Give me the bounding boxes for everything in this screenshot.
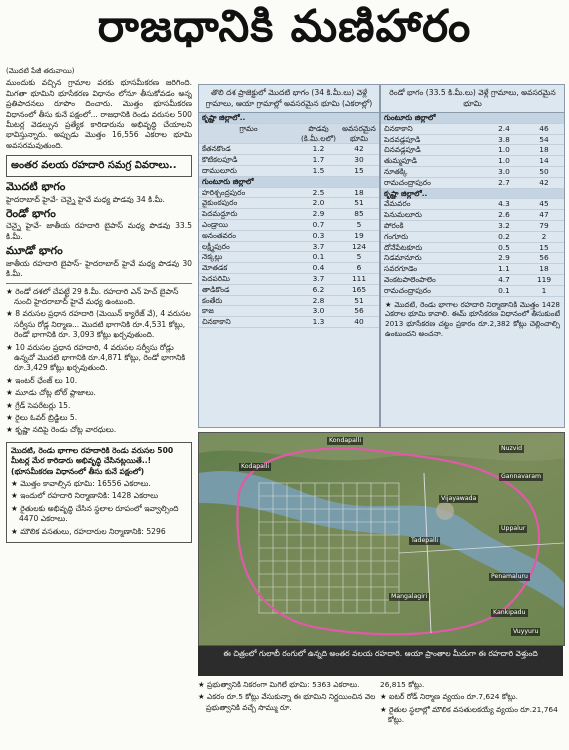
- land-cell: 5: [339, 219, 379, 230]
- table-row: [381, 134, 564, 145]
- length-cell: 1.2: [298, 144, 339, 155]
- length-cell: 2.9: [484, 253, 524, 264]
- land-cell: 18: [339, 187, 379, 198]
- length-cell: 3.7: [298, 273, 339, 284]
- table-group-row: [381, 188, 564, 199]
- village-cell: తుమ్మపూడి: [381, 156, 484, 167]
- table-row: [381, 264, 564, 275]
- land-cell: 165: [339, 284, 379, 295]
- land-cell: 18: [524, 264, 564, 275]
- column-header: గ్రామం: [199, 123, 298, 144]
- table-part2: [380, 84, 565, 428]
- length-cell: 3.0: [298, 306, 339, 317]
- village-cell: సవరగూడెం: [381, 264, 484, 275]
- village-cell: చినకాకాని: [199, 317, 298, 328]
- length-cell: 2.6: [484, 210, 524, 221]
- headline: రాజధానికి మణిహారం: [97, 1, 472, 52]
- table-row: [199, 284, 379, 295]
- map-label: Mangalagiri: [391, 593, 428, 600]
- village-cell: పెదవడ్లపూడి: [381, 134, 484, 145]
- map-label: Uppalur: [501, 525, 526, 532]
- summary-col2: [380, 680, 563, 728]
- land-cell: 1: [524, 285, 564, 296]
- village-cell: వైకుంఠపురం: [199, 198, 298, 209]
- table-row: [199, 198, 379, 209]
- map-label: Gannavaram: [501, 473, 542, 480]
- district-label: గుంటూరు జిల్లాలో: [381, 113, 564, 123]
- village-cell: దాములూరు: [199, 165, 298, 176]
- length-cell: 0.5: [484, 242, 524, 253]
- table-group-row: [199, 176, 379, 187]
- map-label: Vuyyuru: [513, 628, 539, 635]
- village-cell: పెదమద్దూరు: [199, 209, 298, 220]
- corridor-bullet: ★ ఇందులో రహదారి నిర్మాణానికి: 1428 ఎకరాలు: [11, 491, 159, 501]
- table-row: [199, 317, 379, 328]
- table-row: [199, 306, 379, 317]
- length-cell: 2.0: [298, 198, 339, 209]
- district-label: కృష్ణా జిల్లాలో..: [199, 113, 379, 123]
- village-cell: పెనుమలూరు: [381, 210, 484, 221]
- village-cell: చినవడ్లపూడి: [381, 145, 484, 156]
- village-cell: నూతక్కి: [381, 166, 484, 177]
- corridor-bullet: ★ రైతులకు అభివృద్ధి చేసిన స్థలాల రూపంలో ఇవ్వాల్సింది 4470 ఎకరాలు.: [11, 503, 179, 524]
- intro-paragraph: ముందుకు వచ్చిన గ్రామాల వరకు భూసమీకరణ జరిగింది. మిగతా భూమిని భూసేకరణ విధానం లోనూ తీసుకోవడం అన్న ప్రతిపాదనలు రూపొం దించారు. మొత్తం భూసమీకరణ విధానంలో తీసు కునే పక్షంలో... రాజధానికి రెండు వరుసల 500 మీటర్ల వెడల్పున ప్రత్యేక కారిడారును అభివృద్ధి చేయాలని భావిస్తున్నారు. అప్పుడు మొత్తం 16,556 ఎకరాల భూమి అవసరమవుతుంది.: [6, 78, 192, 150]
- table-part2-note: ★ మొదటి, రెండు భాగాల రహదారి నిర్మాణానికి మొత్తం 1428 ఎకరాల భూమి కావాలి. ఈమ్ భూసేకరణ విధానంలో తీసుకుంటే 2013 భూసేకరణ చట్టం ప్రకారం రూ.2,382 కోట్లు చెల్లించాల్సి ఉంటుందని అంచనా.: [385, 299, 560, 338]
- column-header: పొడవు (కి.మీ.లలో): [298, 123, 339, 144]
- length-cell: 1.3: [298, 317, 339, 328]
- table-row: [199, 252, 379, 263]
- table-part1: [198, 84, 380, 428]
- length-cell: 1.7: [298, 155, 339, 166]
- village-cell: కొటికలపూడి: [199, 155, 298, 166]
- table-row: [199, 230, 379, 241]
- land-cell: 14: [524, 156, 564, 167]
- table-row: [381, 145, 564, 156]
- part1-text: హైదరాబాద్ హైవే- చెన్నై హైవే మధ్య పొడవు 34 కి.మీ.: [6, 194, 165, 204]
- summary-item: ★ ఐటర్ రోడ్ నిర్మాణ వ్యయం రూ.7,624 కోట్లు.: [380, 692, 518, 702]
- box-title: అంతర వలయ రహదారి సమగ్ర వివరాలు..: [6, 155, 192, 177]
- table-row: [381, 166, 564, 177]
- part3-text: జాతీయ రహదారి బైపాస్- హైదరాబాద్ హైవే మధ్య పొడవు 30 కి.మీ.: [6, 258, 192, 279]
- table-part1-heading: తొలి దశ ప్రాజెక్టులో మొదటి భాగం (34 కి.మీ.లు) వెళ్లే గ్రామాలు, ఆయా గ్రామాల్లో అవసరమైన భూమి (ఎకరాల్లో): [199, 85, 379, 113]
- divider: [6, 283, 192, 284]
- table-row: [381, 123, 564, 134]
- map-label: Kankipadu: [493, 609, 526, 616]
- bullet-item: ★ 10 వరుసల ప్రధాన రహదారి, 4 వరుసల సర్వీసు రోడ్లు ఉన్నచో మొదటి భాగానికి రూ.4,871 కోట్లు, రెండో భాగానికి రూ.3,429 కోట్లు ఖర్చవుతుంది.: [6, 342, 186, 373]
- table-row: [199, 241, 379, 252]
- bullet-item: ★ గ్రేడ్ సెపరేటర్లు 15.: [6, 400, 71, 410]
- summary-item: ★ ప్రభుత్వానికి నికరంగా మిగిలే భూమి: 5363 ఎకరాలు.: [198, 680, 360, 689]
- land-cell: 2: [524, 231, 564, 242]
- length-cell: 1.1: [484, 264, 524, 275]
- length-cell: 2.8: [298, 295, 339, 306]
- map-caption: ఈ చిత్రంలో గులాబీ రంగులో ఉన్నది అంతర వలయ రహదారి. ఆయా ప్రాంతాల మీదుగా ఈ రహదారి వెళ్తుంది: [198, 646, 563, 676]
- village-cell: దోనేపేటకూరు: [381, 242, 484, 253]
- corridor-bullet: ★ మౌలిక వసతులు, రహదారుల నిర్మాణానికి: 5296: [11, 526, 166, 536]
- length-cell: 0.2: [484, 231, 524, 242]
- table-row: [381, 177, 564, 188]
- bullet-item: ★ రెండో దశలో చేపట్టే 29 కి.మీ. రహదారి ఎన్ హెచ్ బైపాస్ నుంచి హైదరాబాద్ హైవే మధ్య ఉంటుంది.: [6, 286, 179, 306]
- land-cell: 51: [339, 198, 379, 209]
- length-cell: 3.2: [484, 220, 524, 231]
- table-row: [199, 209, 379, 220]
- length-cell: 0.7: [298, 219, 339, 230]
- part2-text: చెన్నై హైవే- జాతీయ రహదారి బైపాస్ మధ్య పొడవు 33.5 కి.మీ.: [6, 221, 192, 241]
- land-cell: 42: [524, 177, 564, 188]
- length-cell: 3.8: [484, 134, 524, 145]
- village-cell: కంతేరు: [199, 295, 298, 306]
- land-cell: 15: [339, 165, 379, 176]
- table-row: [199, 187, 379, 198]
- length-cell: 3.7: [298, 241, 339, 252]
- length-cell: 3.0: [484, 166, 524, 177]
- table-row: [381, 220, 564, 231]
- left-column: [6, 66, 192, 746]
- land-cell: 18: [524, 145, 564, 156]
- land-cell: 15: [524, 242, 564, 253]
- length-cell: 2.9: [298, 209, 339, 220]
- land-cell: 56: [339, 306, 379, 317]
- part2-title: రెండో భాగం: [6, 207, 56, 221]
- map-label: Kondapalli: [329, 437, 362, 444]
- map-label: Penamaluru: [491, 573, 528, 580]
- land-cell: 111: [339, 273, 379, 284]
- satellite-map: [198, 432, 565, 646]
- land-cell: 51: [339, 295, 379, 306]
- part1-title: మొదటి భాగం: [6, 180, 66, 194]
- table-part2-heading: రెండో భాగం (33.5 కి.మీ.లు) వెళ్లే గ్రామాలు, అవసరమైన భూమి: [381, 85, 564, 113]
- table-group-row: [381, 113, 564, 123]
- table-row: [381, 210, 564, 221]
- table-row: [381, 242, 564, 253]
- length-cell: 2.5: [298, 187, 339, 198]
- village-cell: చినకాకాని: [381, 123, 484, 134]
- table-row: [199, 295, 379, 306]
- land-cell: 119: [524, 274, 564, 285]
- length-cell: 1.5: [298, 165, 339, 176]
- land-cell: 5: [339, 252, 379, 263]
- length-cell: 1.0: [484, 145, 524, 156]
- table-row: [199, 165, 379, 176]
- table-row: [199, 155, 379, 166]
- bullet-item: ★ రైలు ఓవర్ బ్రిడ్జిలు 5.: [6, 412, 78, 422]
- bullet-item: ★ 8 వరుసల ప్రధాన రహదారి (మెయిన్ క్యారేజ్ వే), 4 వరుసల సర్వీసు రోడ్ల నిర్మాణ... మొదటి భాగానికి రూ.4,531 కోట్లు, రెండో భాగానికి రూ. 3,093 కోట్లు ఖర్చవుతుంది.: [6, 309, 191, 340]
- length-cell: 0.1: [484, 285, 524, 296]
- land-cell: 47: [524, 210, 564, 221]
- village-cell: నిడమానూరు: [381, 253, 484, 264]
- bullet-item: ★ కృష్ణా నదిపై రెండు చోట్ల వారధులు.: [6, 425, 117, 435]
- village-cell: రామచంద్రాపురం: [381, 177, 484, 188]
- land-cell: 42: [339, 144, 379, 155]
- length-cell: 0.3: [298, 230, 339, 241]
- table-row: [381, 285, 564, 296]
- village-cell: ఎండ్రాయి: [199, 219, 298, 230]
- bullet-item: ★ మూడు చోట్ల టోల్ ప్లాజాలు.: [6, 388, 96, 398]
- village-cell: అనంతవరం: [199, 230, 298, 241]
- table-row: [199, 219, 379, 230]
- village-cell: కాజ: [199, 306, 298, 317]
- continued-label: (మొదటి పేజీ తరువాయి): [6, 67, 75, 75]
- village-cell: రామచంద్రాపురం: [381, 285, 484, 296]
- map-label: Kodapalli: [241, 463, 270, 470]
- column-header: అవసరమైన భూమి: [339, 123, 379, 144]
- map-label: Vijayawada: [441, 495, 477, 502]
- length-cell: 4.3: [484, 199, 524, 210]
- village-cell: తాడికొండ: [199, 284, 298, 295]
- table-part1-grid: [199, 113, 379, 328]
- summary-item: ★ రైతుల స్థలాల్లో మౌలిక వసతులకయ్యే వ్యయం రూ.21,764 కోట్లు.: [380, 704, 558, 725]
- corridor-box-intro: మొదటి, రెండు భాగాల రహదారికి రెండు వరుసల 500 మీటర్ల మేర కారిడారు అభివృద్ధి చేసినట్లయితే..! (భూసమీకరణ విధానంలో తీసు కునే పక్షంలో): [11, 445, 174, 476]
- length-cell: 1.0: [484, 156, 524, 167]
- summary-item: 26,815 కోట్లు.: [380, 680, 425, 689]
- village-cell: పోరంకి: [381, 220, 484, 231]
- corridor-box: [6, 442, 192, 543]
- length-cell: 0.4: [298, 263, 339, 274]
- land-cell: 40: [339, 317, 379, 328]
- village-cell: పెదపరిమి: [199, 273, 298, 284]
- land-cell: 54: [524, 134, 564, 145]
- village-cell: మోతడక: [199, 263, 298, 274]
- length-cell: 2.7: [484, 177, 524, 188]
- length-cell: 0.1: [298, 252, 339, 263]
- land-cell: 6: [339, 263, 379, 274]
- table-row: [381, 199, 564, 210]
- summary-col1: [198, 680, 378, 715]
- table-row: [381, 274, 564, 285]
- table-part2-grid: [381, 113, 564, 297]
- table-row: [381, 253, 564, 264]
- length-cell: 6.2: [298, 284, 339, 295]
- table-row: [199, 273, 379, 284]
- village-cell: వెంకటపాలెంపాలెం: [381, 274, 484, 285]
- map-label: Tadepalli: [411, 537, 439, 544]
- table-row: [199, 263, 379, 274]
- village-cell: హరిశ్చంద్రపురం: [199, 187, 298, 198]
- land-cell: 46: [524, 123, 564, 134]
- village-cell: గంగూరు: [381, 231, 484, 242]
- table-row: [381, 231, 564, 242]
- village-cell: నెక్కల్లు: [199, 252, 298, 263]
- table-row: [199, 144, 379, 155]
- table-header-row: [199, 123, 379, 144]
- land-cell: 79: [524, 220, 564, 231]
- land-cell: 50: [524, 166, 564, 177]
- village-cell: లక్ష్మీపురం: [199, 241, 298, 252]
- table-group-row: [199, 113, 379, 123]
- map-label: Nuzvid: [501, 445, 523, 452]
- land-cell: 85: [339, 209, 379, 220]
- corridor-bullet: ★ మొత్తం కావాల్సిన భూమి: 16556 ఎకరాలు.: [11, 479, 151, 488]
- length-cell: 4.7: [484, 274, 524, 285]
- village-cell: కేతనకొండ: [199, 144, 298, 155]
- land-cell: 45: [524, 199, 564, 210]
- district-label: కృష్ణా జిల్లాలో..: [381, 188, 564, 199]
- bullet-item: ★ ఇంటర్ ఛేంజ్ లు 10.: [6, 375, 78, 385]
- summary-item: ★ ఎకరం రూ.5 కోట్లు వేసుకున్నా ఈ భూమిని నిర్ణయించిన వెల ప్రభుత్వానికి వచ్చే సొమ్ము రూ.: [198, 692, 376, 712]
- length-cell: 2.4: [484, 123, 524, 134]
- land-cell: 30: [339, 155, 379, 166]
- table-row: [381, 156, 564, 167]
- village-cell: వేమవరం: [381, 199, 484, 210]
- land-cell: 19: [339, 230, 379, 241]
- vijayawada-urban-area: [436, 502, 454, 520]
- land-cell: 124: [339, 241, 379, 252]
- district-label: గుంటూరు జిల్లాలో: [199, 176, 379, 187]
- part3-title: మూడో భాగం: [6, 244, 63, 258]
- land-cell: 56: [524, 253, 564, 264]
